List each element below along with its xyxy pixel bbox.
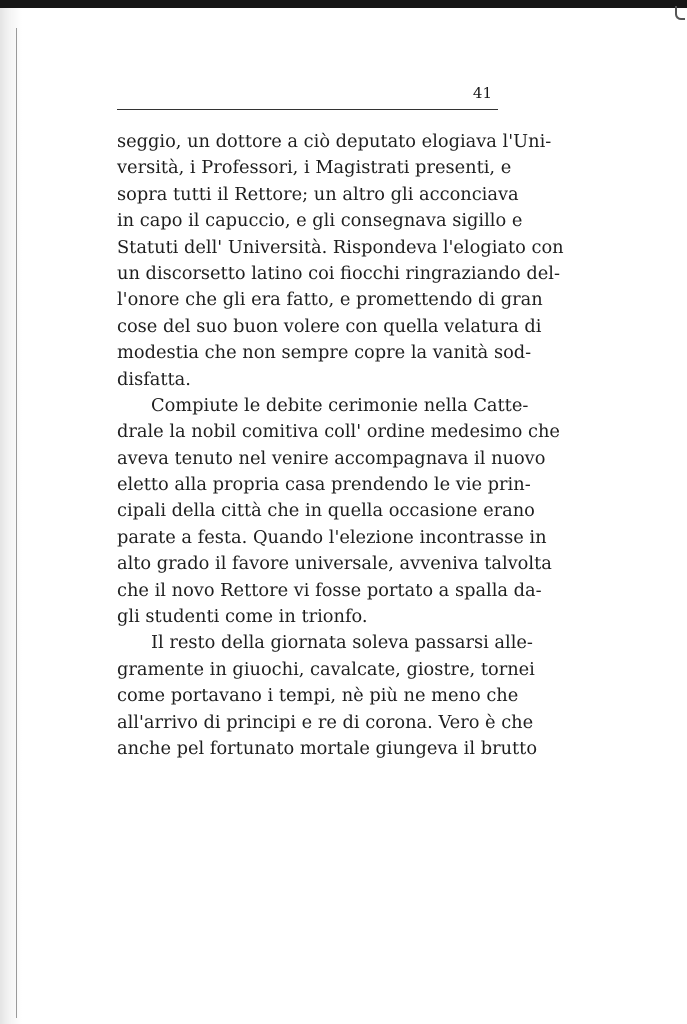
text-line: all'arrivo di principi e re di corona. Vero è che bbox=[117, 711, 534, 733]
text-line: come portavano i tempi, nè più ne meno che bbox=[117, 685, 519, 707]
text-line: Il resto della giornata soleva passarsi alle- bbox=[151, 632, 533, 654]
text-line: disfatta. bbox=[117, 368, 191, 390]
text-line: parate a festa. Quando l'elezione incontrasse in bbox=[117, 526, 547, 548]
text-line: gramente in giuochi, cavalcate, giostre, tornei bbox=[117, 658, 535, 680]
text-line: in capo il capuccio, e gli consegnava sigillo e bbox=[117, 210, 523, 232]
page-top-edge bbox=[0, 0, 687, 8]
text-line: Statuti dell' Università. Rispondeva l'elogiato con bbox=[117, 236, 564, 258]
text-line: seggio, un dottore a ciò deputato elogiava l'Uni- bbox=[117, 131, 552, 152]
text-line: alto grado il favore universale, avveniva talvolta bbox=[117, 553, 552, 575]
page-corner-mark bbox=[675, 6, 685, 20]
page-number: 41 bbox=[472, 84, 492, 102]
text-line: cipali della città che in quella occasione erano bbox=[117, 500, 535, 522]
text-line: sopra tutti il Rettore; un altro gli acconciava bbox=[117, 183, 519, 205]
text-line: eletto alla propria casa prendendo le vie prin- bbox=[117, 474, 531, 496]
text-line: Compiute le debite cerimonie nella Catte- bbox=[151, 394, 529, 416]
text-line: un discorsetto latino coi fiocchi ringraziando del- bbox=[117, 262, 560, 284]
text-line: l'onore che gli era fatto, e promettendo di gran bbox=[117, 289, 543, 311]
body-text bbox=[117, 129, 564, 762]
text-line: che il novo Rettore vi fosse portato a spalla da- bbox=[117, 579, 542, 601]
text-line: cose del suo buon volere con quella velatura di bbox=[117, 315, 542, 337]
text-line: versità, i Professori, i Magistrati presenti, e bbox=[117, 157, 512, 179]
paragraph bbox=[117, 630, 538, 762]
text-line: gli studenti come in trionfo. bbox=[117, 606, 368, 628]
header-rule bbox=[117, 109, 498, 110]
text-line: anche pel fortunato mortale giungeva il brutto bbox=[117, 737, 538, 759]
text-line: aveva tenuto nel venire accompagnava il nuovo bbox=[117, 447, 546, 469]
text-line: modestia che non sempre copre la vanità sod- bbox=[117, 342, 532, 364]
paragraph bbox=[117, 129, 564, 393]
text-line: drale la nobil comitiva coll' ordine medesimo che bbox=[117, 421, 560, 443]
page-binding-edge bbox=[0, 8, 22, 1024]
paragraph bbox=[117, 393, 560, 631]
